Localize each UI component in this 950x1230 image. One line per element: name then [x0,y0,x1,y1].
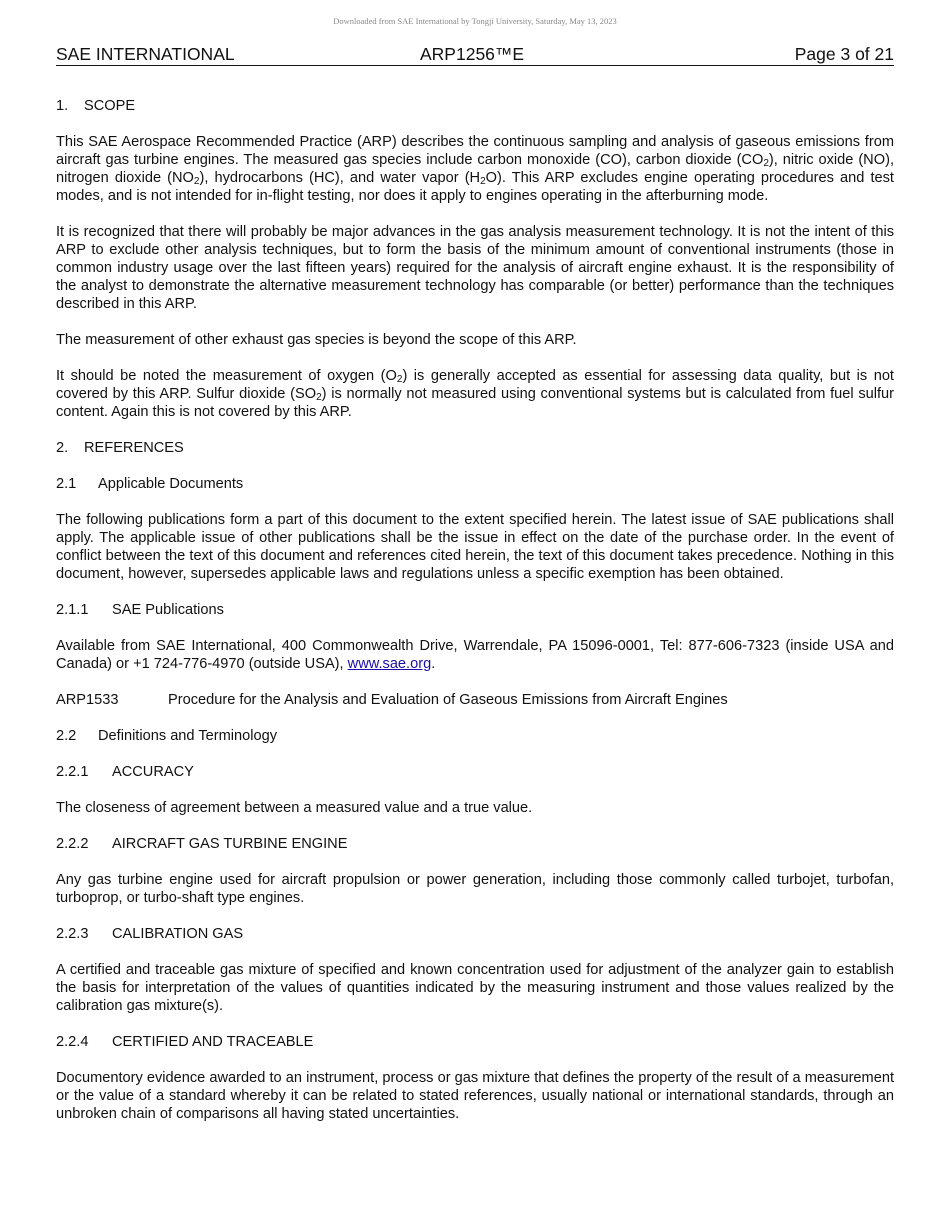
reference-entry-arp1533 [56,691,894,709]
certified-and-traceable-definition: Documentory evidence awarded to an instrument, process or gas mixture that defines the property of the result of a measurement or the value of a standard whereby it can be related to stated references, usually national or international standards, through an unbroken chain of comparisons all having stated uncertainties. [56,1070,894,1122]
section-2-2-4-heading [56,1033,894,1051]
section-number: 2.2 [56,728,77,744]
section-2-2-2-heading [56,835,894,853]
section-number: 2.1.1 [56,602,89,618]
scope-paragraph-4: It should be noted the measurement of oxygen $(O_2)$ is generally accepted as essential for assessing data quality, but is not covered by this ARP. Sulfur dioxide $(SO_2)$ is normally not measured using conventional systems but is calculated from fuel sulfur content. Again this is not covered by this ARP. [56,368,895,420]
reference-title: Procedure for the Analysis and Evaluation of Gaseous Emissions from Aircraft Engines [168,692,728,708]
scope-paragraph-2: It is recognized that there will probably be major advances in the gas analysis measurement technology. It is not the intent of this ARP to exclude other analysis techniques, but to form the basis of the minimum amount of conventional instruments (those in common industry usage over the last fifteen years) required for the analysis of aircraft engine exhaust. It is the responsibility of the analyst to demonstrate the alternative measurement technology has comparable (or better) performance than the techniques described in this ARP. [56,224,894,312]
header-document-id: ARP1256™E [420,44,525,64]
section-2-2-heading [56,727,894,745]
section-2-heading [56,439,894,457]
section-1-heading [56,97,894,115]
document-body [56,97,894,1141]
section-title: CALIBRATION GAS [112,926,244,942]
section-2-2-1-heading [56,763,894,781]
accuracy-definition: The closeness of agreement between a measured value and a true value. [56,800,533,816]
header-page-number: Page 3 of 21 [794,44,894,64]
section-2-1-1-heading [56,601,894,619]
section-title: ACCURACY [112,764,194,780]
section-number: 2.1 [56,476,77,492]
sae-publications-paragraph: Available from SAE International, 400 Commonwealth Drive, Warrendale, PA 15096-0001, Tel: 877-606-7323 (inside USA and Canada) or +1 724-776-4970 (outside USA), www.sae.org. [56,638,894,672]
scope-paragraph-1: This SAE Aerospace Recommended Practice (ARP) describes the continuous sampling and analysis of gaseous emissions from aircraft gas turbine engines. The measured gas species include carbon monoxide (CO), carbon dioxide $(CO_2)$, nitric oxide (NO), nitrogen dioxide $(NO_2)$, hydrocarbons (HC), and water vapor $(H_2O)$. This ARP excludes engine operating procedures and test modes, and is not intended for in-flight testing, nor does it apply to engines operating in the afterburning mode. [56,134,894,204]
section-title: REFERENCES [84,440,184,456]
page-header [56,44,894,66]
calibration-gas-definition: A certified and traceable gas mixture of specified and known concentration used for adjustment of the analyzer gain to establish the basis for interpretation of the values of quantities indicated by the measuring instrument and those values realized by the calibration gas mixture(s). [56,962,894,1014]
reference-code: ARP1533 [56,692,119,708]
section-number: 2.2.1 [56,764,89,780]
section-title: CERTIFIED AND TRACEABLE [112,1034,314,1050]
aircraft-gas-turbine-engine-definition: Any gas turbine engine used for aircraft propulsion or power generation, including those commonly called turbojet, turbofan, turboprop, or turbo-shaft type engines. [56,872,894,906]
section-title: AIRCRAFT GAS TURBINE ENGINE [112,836,348,852]
section-number: 1. [56,98,69,114]
section-number: 2. [56,440,69,456]
applicable-documents-paragraph: The following publications form a part of this document to the extent specified herein. The latest issue of SAE publications shall apply. The applicable issue of other publications shall be the issue in effect on the date of the purchase order. In the event of conflict between the text of this document and references cited herein, the text of this document takes precedence. Nothing in this document, however, supersedes applicable laws and regulations unless a specific exemption has been obtained. [56,512,894,582]
section-number: 2.2.2 [56,836,89,852]
section-number: 2.2.4 [56,1034,89,1050]
section-title: SCOPE [84,98,136,114]
sae-website-link[interactable]: www.sae.org [347,656,432,672]
section-title: SAE Publications [112,602,224,618]
section-number: 2.2.3 [56,926,89,942]
scope-paragraph-3: The measurement of other exhaust gas species is beyond the scope of this ARP. [56,332,577,348]
section-title: Applicable Documents [98,476,244,492]
download-watermark: Downloaded from SAE International by Tongji University, Saturday, May 13, 2023 [333,16,617,26]
section-2-1-heading [56,475,894,493]
header-organization: SAE INTERNATIONAL [56,44,235,64]
section-title: Definitions and Terminology [98,728,278,744]
section-2-2-3-heading [56,925,894,943]
